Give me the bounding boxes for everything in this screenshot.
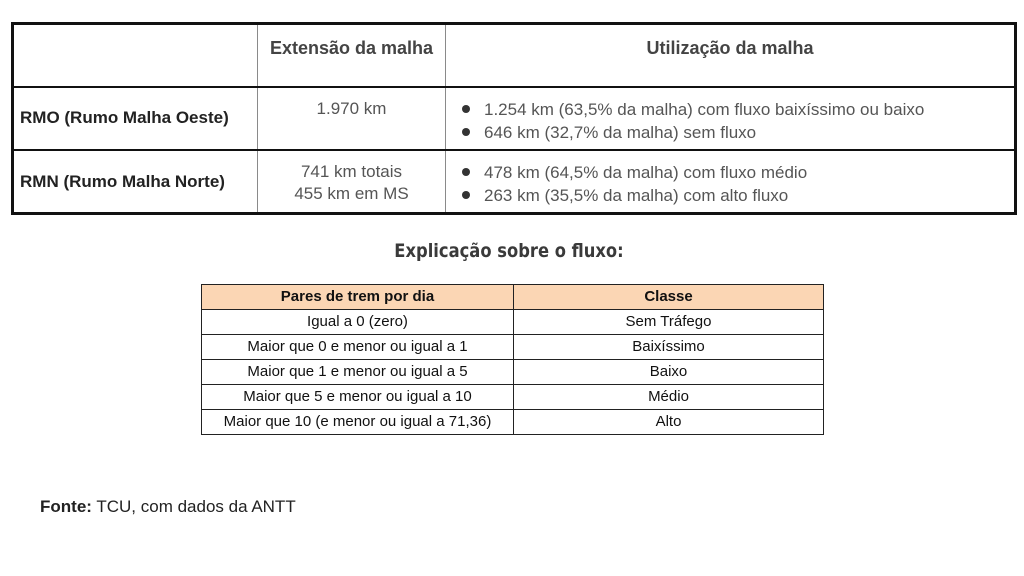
table-row	[202, 310, 824, 335]
usage-item	[462, 184, 1014, 207]
row-name: RMO (Rumo Malha Oeste)	[13, 87, 258, 151]
source-label: Fonte:	[40, 497, 92, 516]
extension-line: 1.970 km	[316, 98, 387, 118]
row-extension	[258, 87, 446, 151]
header-class: Classe	[514, 285, 824, 310]
row-name: RMN (Rumo Malha Norte)	[13, 150, 258, 214]
header-extension: Extensão da malha	[258, 24, 446, 87]
row-usage	[446, 150, 1016, 214]
table-row	[202, 385, 824, 410]
flow-class-table	[201, 284, 824, 435]
usage-text: 1.254 km (63,5% da malha) com fluxo baixíssimo ou baixo	[484, 99, 925, 119]
usage-item	[462, 98, 1014, 121]
source-text: TCU, com dados da ANTT	[96, 497, 296, 516]
train-pairs-cell: Igual a 0 (zero)	[202, 310, 514, 335]
flow-header-row	[202, 285, 824, 310]
header-usage: Utilização da malha	[446, 24, 1016, 87]
class-cell: Médio	[514, 385, 824, 410]
usage-text: 263 km (35,5% da malha) com alto fluxo	[484, 186, 789, 205]
train-pairs-cell: Maior que 1 e menor ou igual a 5	[202, 360, 514, 385]
class-cell: Baixíssimo	[514, 335, 824, 360]
table-row	[202, 410, 824, 435]
usage-list	[462, 98, 1014, 144]
extension-line: 455 km em MS	[294, 184, 409, 203]
bullet-icon	[462, 105, 470, 113]
row-usage	[446, 87, 1016, 151]
train-pairs-cell: Maior que 0 e menor ou igual a 1	[202, 335, 514, 360]
source-note	[40, 497, 296, 517]
train-pairs-cell: Maior que 5 e menor ou igual a 10	[202, 385, 514, 410]
header-empty-cell	[13, 24, 258, 87]
bullet-icon	[462, 128, 470, 136]
header-train-pairs: Pares de trem por dia	[202, 285, 514, 310]
table-row	[13, 150, 1016, 214]
usage-item	[462, 161, 1014, 184]
train-pairs-cell: Maior que 10 (e menor ou igual a 71,36)	[202, 410, 514, 435]
class-cell: Alto	[514, 410, 824, 435]
railway-network-table	[11, 22, 1017, 215]
bullet-icon	[462, 191, 470, 199]
usage-item	[462, 121, 1014, 144]
explanation-heading: Explicação sobre o fluxo:	[394, 240, 624, 262]
usage-list	[462, 161, 1014, 207]
class-cell: Baixo	[514, 360, 824, 385]
table-row	[202, 360, 824, 385]
usage-text: 478 km (64,5% da malha) com fluxo médio	[484, 163, 808, 182]
table-row	[202, 335, 824, 360]
class-cell: Sem Tráfego	[514, 310, 824, 335]
table-row	[13, 87, 1016, 151]
bullet-icon	[462, 168, 470, 176]
extension-line: 741 km totais	[300, 162, 403, 181]
usage-text: 646 km (32,7% da malha) sem fluxo	[484, 122, 757, 142]
row-extension	[258, 150, 446, 214]
table-header-row	[13, 24, 1016, 87]
